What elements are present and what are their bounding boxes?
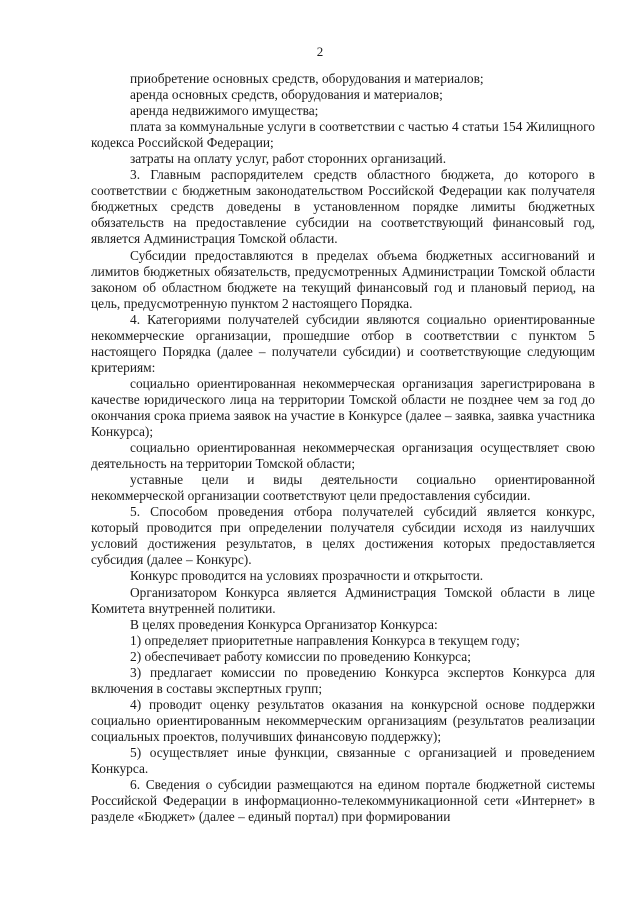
paragraph: 5) осуществляет иные функции, связанные с организацией и проведением Конкурса. <box>91 744 595 777</box>
paragraph: Субсидии предоставляются в пределах объема бюджетных ассигнований и лимитов бюджетных обязательств, предусмотренных Администрации Томской области законом об областном бюджете на текущий финансовый год и плановый период, на цель, предусмотренную пунктом 2 настоящего Порядка. <box>91 247 595 311</box>
paragraph: плата за коммунальные услуги в соответствии с частью 4 статьи 154 Жилищного кодекса Российской Федерации; <box>91 119 595 151</box>
paragraph: Организатором Конкурса является Администрация Томской области в лице Комитета внутренней политики. <box>91 584 595 616</box>
page-number: 2 <box>316 44 324 59</box>
paragraph: 2) обеспечивает работу комиссии по проведению Конкурса; <box>130 648 471 664</box>
paragraph: приобретение основных средств, оборудования и материалов; <box>130 71 484 86</box>
paragraph: социально ориентированная некоммерческая организация осуществляет свою деятельность на территории Томской области; <box>91 440 595 472</box>
paragraph: 1) определяет приоритетные направления Конкурса в текущем году; <box>130 632 520 648</box>
paragraph: В целях проведения Конкурса Организатор Конкурса: <box>130 616 438 632</box>
paragraph: 3. Главным распорядителем средств областного бюджета, до которого в соответствии с бюджетным законодательством Российской Федерации как получателя бюджетных средств доведены в установленном порядке лимиты бюджетных обязательств на предоставление субсидии на соответствующий финансовый год, является Администрация Томской области. <box>91 167 595 247</box>
paragraph: 4. Категориями получателей субсидии являются социально ориентированные некоммерческие организации, прошедшие отбор в соответствии с пунктом 5 настоящего Порядка (далее – получатели субсидии) и соответствующие следующим критериям: <box>91 311 595 375</box>
document-body <box>91 71 595 825</box>
paragraph: аренда недвижимого имущества; <box>130 103 319 119</box>
paragraph: аренда основных средств, оборудования и материалов; <box>130 87 443 103</box>
paragraph: 3) предлагает комиссии по проведению Конкурса экспертов Конкурса для включения в составы экспертных групп; <box>91 664 595 696</box>
paragraph: 4) проводит оценку результатов оказания на конкурсной основе поддержки социально ориентированным некоммерческим организациям (результатов реализации социальных проектов, получивших финансовую поддержку); <box>91 696 595 744</box>
paragraph: затраты на оплату услуг, работ сторонних организаций. <box>130 151 447 167</box>
paragraph: уставные цели и виды деятельности социально ориентированной некоммерческой организации соответствуют цели предоставления субсидии. <box>91 472 595 504</box>
paragraph: Конкурс проводится на условиях прозрачности и открытости. <box>130 568 484 584</box>
paragraph: 6. Сведения о субсидии размещаются на едином портале бюджетной системы Российской Федерации в информационно-телекоммуникационной сети «Интернет» в разделе «Бюджет» (далее – единый портал) при формировании <box>91 777 595 825</box>
paragraph: социально ориентированная некоммерческая организация зарегистрирована в качестве юридического лица на территории Томской области не позднее чем за год до окончания срока приема заявок на участие в Конкурсе (далее – заявка, заявка участника Конкурса); <box>91 375 595 440</box>
paragraph: 5. Способом проведения отбора получателей субсидий является конкурс, который проводится при определении получателя субсидии исходя из наилучших условий достижения результатов, в целях достижения которых предоставляется субсидия (далее – Конкурс). <box>91 504 595 568</box>
